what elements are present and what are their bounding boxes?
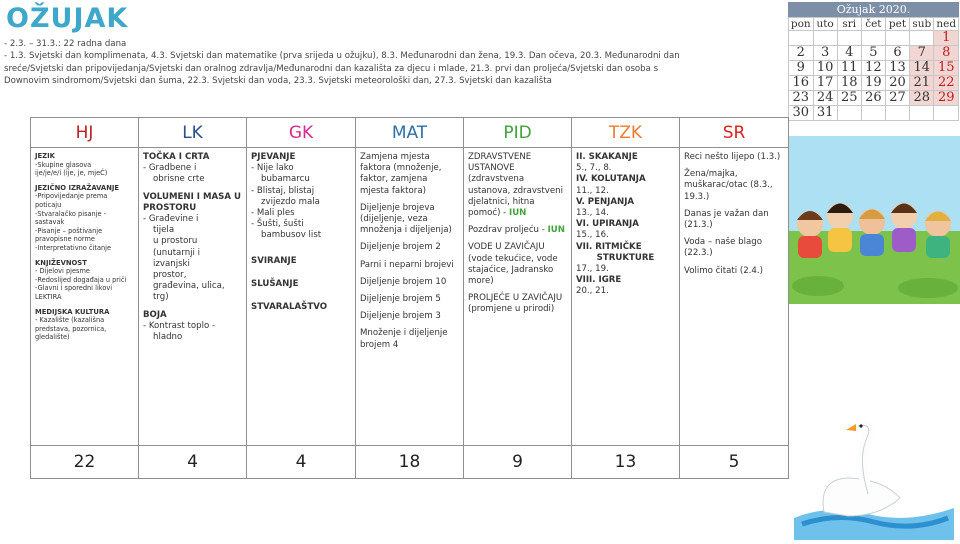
children-photo	[788, 136, 960, 304]
content-row	[31, 148, 789, 446]
calendar-day	[837, 31, 861, 46]
tzk-lesson-numbers: 13., 14.	[576, 208, 609, 219]
header-row	[31, 118, 789, 148]
calendar-day: 13	[885, 61, 909, 76]
calendar-day: 25	[837, 91, 861, 106]
hj-section-title: JEZIČNO IZRAŽAVANJE	[35, 183, 120, 192]
gk-line: bubamarcu	[261, 174, 310, 185]
tzk-unit-title: STRUKTURE	[596, 252, 655, 263]
lk-line: u prostoru	[153, 236, 198, 247]
calendar-day: 12	[861, 61, 885, 76]
gk-line: - Šušti, šušti	[251, 219, 304, 230]
calendar-day: 29	[934, 91, 959, 106]
tzk-unit-title: VII. RITMIČKE	[576, 241, 642, 252]
lk-line: - Kontrast toplo -	[143, 320, 216, 331]
weekday-label: pet	[885, 18, 909, 31]
calendar-day	[837, 106, 861, 121]
gk-line: bambusov list	[261, 230, 322, 241]
lk-line: obrisne crte	[153, 174, 205, 185]
note-line: Downovim sindromom/Svjetski dan šuma, 22.3. Svjetski dan voda, 23.3. Svjetski meteorološki dan, 27.3. Svjetski dan kazališta	[4, 76, 552, 87]
monthly-plan-table	[30, 117, 788, 488]
calendar-day: 17	[813, 76, 837, 91]
note-line: - 1.3. Svjetski dan komplimenata, 4.3. Svjetski dan matematike (prva srijeda u ožujku), 8.3. Međunarodni dan žena, 19.3. Dan očeva, 20.3. Međunarodni dan	[4, 51, 680, 62]
pid-item: VODE U ZAVIČAJU (vode tekućice, vode stajaćice, Jadransko more)	[468, 242, 558, 287]
calendar-day: 15	[934, 61, 959, 76]
sr-item: Voda – naše blago (22.3.)	[684, 237, 762, 259]
total-mat: 18	[356, 446, 464, 479]
month-calendar	[788, 2, 959, 121]
hj-line: - Kazalište (kazališna predstava, pozornica, gledalište)	[35, 316, 107, 342]
total-sr: 5	[680, 446, 789, 479]
mat-item: Parni i neparni brojevi	[360, 259, 454, 270]
calendar-day: 16	[789, 76, 814, 91]
header-hj: HJ	[31, 118, 139, 148]
cell-tzk	[572, 148, 680, 446]
lk-line: izvanjski	[153, 258, 190, 269]
hj-line: -Interpretativno čitanje	[35, 243, 112, 252]
iun-tag: IUN	[547, 225, 565, 236]
calendar-day: 8	[934, 46, 959, 61]
tzk-lesson-numbers: 15., 16.	[576, 230, 609, 241]
weekday-label: uto	[813, 18, 837, 31]
weekday-row	[789, 18, 959, 31]
header-gk: GK	[247, 118, 356, 148]
calendar-week	[789, 31, 959, 46]
lk-line: hladno	[153, 332, 183, 343]
note-line: sreće/Svjetski dan pripovijedanja/Svjetski dan oralnog zdravlja/Međunarodni dan kazališta za djecu i mlade, 21.3. prvi dan proljeća/Svjetski dan osoba s	[4, 63, 659, 74]
cell-sr	[680, 148, 789, 446]
calendar-day	[934, 106, 959, 121]
lk-line: prostor,	[153, 270, 187, 281]
calendar-day	[789, 31, 814, 46]
hj-section-title: MEDIJSKA KULTURA	[35, 307, 110, 316]
calendar-day: 19	[861, 76, 885, 91]
tzk-unit-title: II. SKAKANJE	[576, 152, 638, 162]
hj-line: LEKTIRA	[35, 292, 62, 301]
header-pid: PID	[464, 118, 572, 148]
cell-pid	[464, 148, 572, 446]
gk-line: - Nije lako	[251, 163, 294, 174]
pid-item: PROLJEĆE U ZAVIČAJU (promjene u prirodi)	[468, 293, 563, 315]
calendar-day	[861, 106, 885, 121]
lk-section-title: TOČKA I CRTA	[143, 152, 210, 162]
pid-item: Pozdrav proljeću - IUN	[468, 225, 565, 236]
hj-line: - Dijelovi pjesme	[35, 267, 90, 276]
total-hj: 22	[31, 446, 139, 479]
calendar-week	[789, 76, 959, 91]
gk-section-title: STVARALAŠTVO	[251, 302, 328, 313]
calendar-day: 18	[837, 76, 861, 91]
swan-illustration	[788, 400, 960, 540]
calendar-day: 24	[813, 91, 837, 106]
gk-line: - Blistaj, blistaj	[251, 185, 315, 196]
gk-line: zvijezdo mala	[261, 196, 320, 207]
sr-item: Reci nešto lijepo (1.3.)	[684, 152, 781, 162]
mat-item: Množenje i dijeljenje brojem 4	[360, 328, 448, 350]
tzk-unit-title: IV. KOLUTANJA	[576, 174, 646, 185]
calendar-day: 6	[885, 46, 909, 61]
tzk-lesson-numbers: 17., 19.	[576, 264, 609, 275]
gk-section-title: PJEVANJE	[251, 152, 296, 162]
calendar-day	[885, 106, 909, 121]
calendar-day	[813, 31, 837, 46]
gk-line: - Mali ples	[251, 208, 295, 219]
tzk-lesson-numbers: 20., 21.	[576, 286, 609, 297]
calendar-day: 27	[885, 91, 909, 106]
header-sr: SR	[680, 118, 789, 148]
calendar-grid	[788, 17, 959, 121]
calendar-day: 30	[789, 106, 814, 121]
calendar-day: 3	[813, 46, 837, 61]
hj-line: -Pisanje – poštivanje pravopisne norme	[35, 226, 103, 244]
hj-line: -Skupine glasova	[35, 160, 92, 169]
weekday-label: ned	[934, 18, 959, 31]
totals-row	[31, 446, 789, 479]
lk-section-title: BOJA	[143, 309, 167, 320]
header-tzk: TZK	[572, 118, 680, 148]
cell-hj	[31, 148, 139, 446]
hj-line: -Glavni i sporedni likovi	[35, 284, 113, 293]
calendar-week	[789, 46, 959, 61]
calendar-day: 10	[813, 61, 837, 76]
calendar-day: 4	[837, 46, 861, 61]
tzk-unit-title: VIII. IGRE	[576, 275, 622, 286]
total-pid: 9	[464, 446, 572, 479]
hj-line: ije/je/e/i (ije, je, mjeĆ)	[35, 169, 108, 178]
calendar-day: 11	[837, 61, 861, 76]
calendar-day: 9	[789, 61, 814, 76]
calendar-day	[910, 31, 934, 46]
weekday-label: čet	[861, 18, 885, 31]
calendar-day: 14	[910, 61, 934, 76]
mat-item: Dijeljenje brojem 3	[360, 311, 441, 322]
calendar-day: 23	[789, 91, 814, 106]
page-title: OŽUJAK	[6, 3, 129, 34]
header-mat: MAT	[356, 118, 464, 148]
gk-section-title: SLUŠANJE	[251, 278, 299, 289]
lk-section-title: VOLUMENI I MASA U PROSTORU	[143, 191, 241, 213]
calendar-day	[910, 106, 934, 121]
calendar-week	[789, 61, 959, 76]
calendar-day: 20	[885, 76, 909, 91]
mat-item: Dijeljenje brojem 10	[360, 276, 447, 287]
lk-line: - Građevine i	[143, 214, 199, 225]
month-notes	[4, 38, 774, 88]
cell-gk	[247, 148, 356, 446]
lk-line: trg)	[153, 292, 169, 303]
tzk-lesson-numbers: 5., 7., 8.	[576, 163, 612, 174]
calendar-day: 22	[934, 76, 959, 91]
tzk-unit-title: VI. UPIRANJA	[576, 219, 639, 230]
sr-item: Danas je važan dan (21.3.)	[684, 208, 769, 231]
calendar-day: 7	[910, 46, 934, 61]
weekday-label: sub	[910, 18, 934, 31]
calendar-day	[885, 31, 909, 46]
weekday-label: pon	[789, 18, 814, 31]
tzk-unit-title: V. PENJANJA	[576, 196, 635, 207]
calendar-week	[789, 91, 959, 106]
iun-tag: IUN	[509, 208, 527, 219]
calendar-day: 1	[934, 31, 959, 46]
total-tzk: 13	[572, 446, 680, 479]
hj-line: -Pripovijedanje prema poticaju	[35, 192, 108, 209]
calendar-day: 21	[910, 76, 934, 91]
hj-section-title: JEZIK	[35, 152, 55, 160]
mat-item: Dijeljenje brojem 5	[360, 294, 441, 305]
hj-section-title: KNJIŽEVNOST	[35, 258, 87, 267]
lk-line: - Gradbene i	[143, 163, 197, 174]
mat-item: Dijeljenje brojeva (dijeljenje, veza množenja i dijeljenja)	[360, 202, 452, 236]
calendar-week	[789, 106, 959, 121]
mat-item: Dijeljenje brojem 2	[360, 242, 441, 253]
calendar-day: 31	[813, 106, 837, 121]
tzk-lesson-numbers: 11., 12.	[576, 185, 609, 196]
hj-line: -Redoslijed događaja u priči	[35, 275, 127, 284]
pid-item: ZDRAVSTVENE USTANOVE (zdravstvena ustanova, zdravstveni djelatnici, hitna pomoć) - IUN	[468, 152, 563, 219]
lk-line: građevina, ulica,	[153, 281, 225, 292]
hj-line: -Stvaralačko pisanje - sastavak	[35, 209, 107, 227]
weekday-label: sri	[837, 18, 861, 31]
header-lk: LK	[139, 118, 247, 148]
cell-mat	[356, 148, 464, 446]
lk-line: (unutarnji i	[153, 247, 201, 258]
mat-item: Zamjena mjesta faktora (množenje, faktor, zamjena mjesta faktora)	[360, 152, 442, 196]
calendar-day: 28	[910, 91, 934, 106]
calendar-title: Ožujak 2020.	[788, 2, 959, 17]
calendar-day: 26	[861, 91, 885, 106]
calendar-day	[861, 31, 885, 46]
calendar-day: 2	[789, 46, 814, 61]
sr-item: Volimo čitati (2.4.)	[684, 265, 763, 276]
lk-line: tijela	[153, 225, 175, 236]
note-line: - 2.3. – 31.3.: 22 radna dana	[4, 39, 127, 49]
total-lk: 4	[139, 446, 247, 479]
sr-item: Žena/majka, muškarac/otac (8.3., 19.3.)	[684, 169, 773, 202]
cell-lk	[139, 148, 247, 446]
calendar-day: 5	[861, 46, 885, 61]
gk-section-title: SVIRANJE	[251, 255, 297, 266]
total-gk: 4	[247, 446, 356, 479]
